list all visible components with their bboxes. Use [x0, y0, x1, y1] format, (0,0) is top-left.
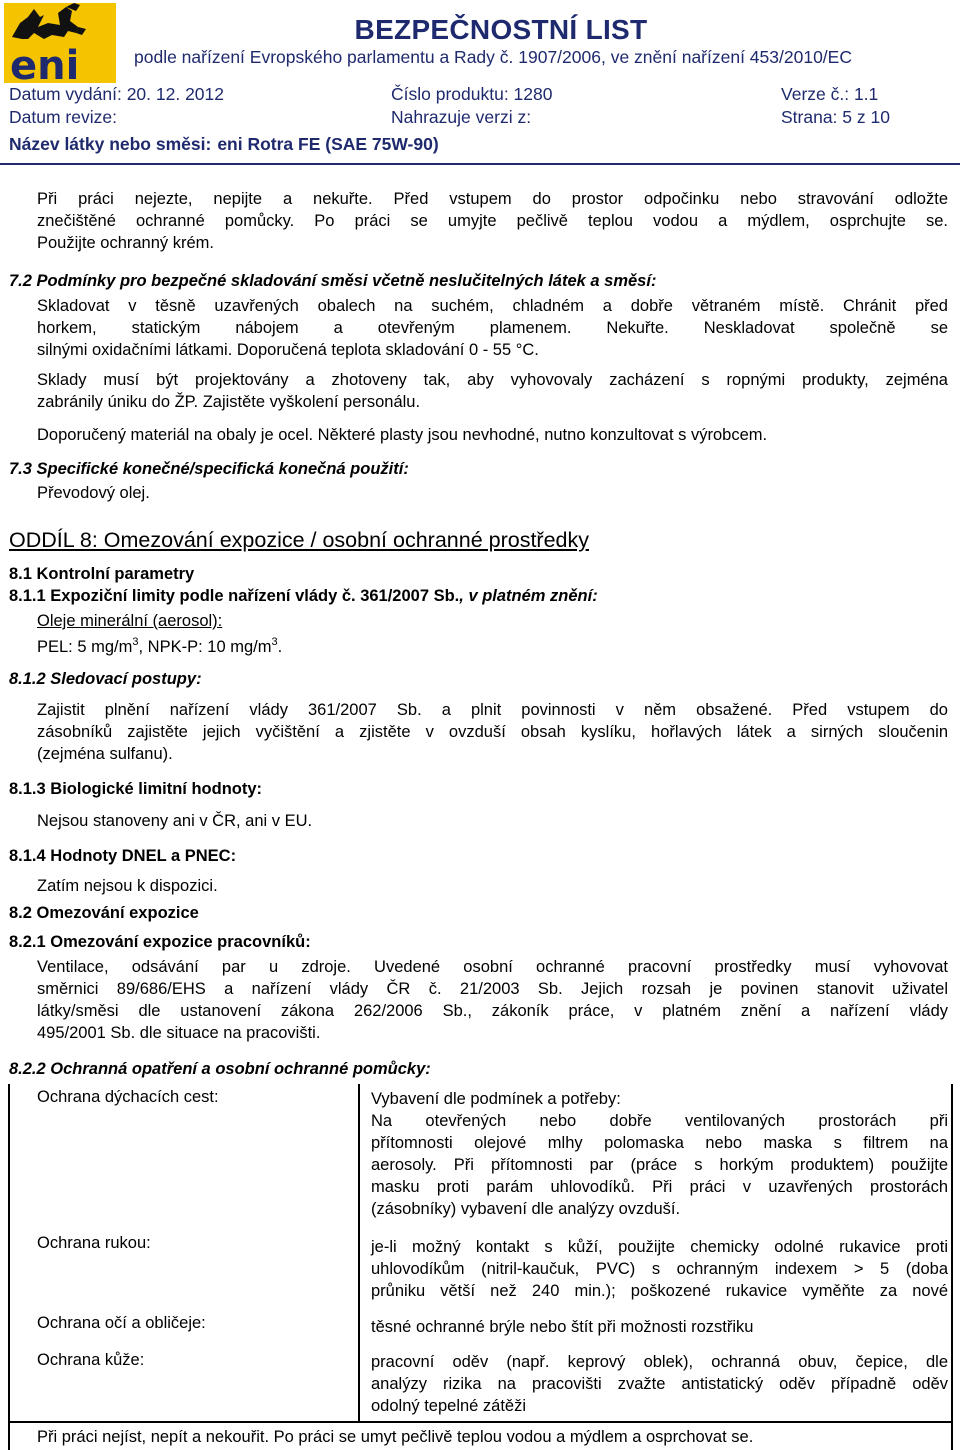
text-line: Na otevřených nebo dobře ventilovaných prostorách při — [371, 1112, 948, 1130]
text-line: masku proti parám uhlovodíků. Při práci v uzavřených prostorách — [371, 1178, 948, 1196]
text-line: látky/směsi dle ustanovení zákona 262/2006 Sb., zákoník práce, v platném znění a nařízení vlády — [37, 1002, 948, 1020]
text-line: Sklady musí být projektovány a zhotoveny tak, aby vyhovovaly zacházení s ropnými produkty, zejména — [37, 371, 948, 389]
paragraph-warehouses — [37, 369, 948, 413]
section-8-1-2-title: 8.1.2 Sledovací postupy: — [9, 670, 202, 688]
paragraph-packaging: Doporučený materiál na obaly je ocel. Některé plasty jsou nevhodné, nutno konzultovat s výrobcem. — [37, 426, 768, 444]
text-line: silnými oxidačními látkami. Doporučená teplota skladování 0 - 55 °C. — [37, 341, 539, 359]
text-line: směrnici 89/686/EHS a nařízení vlády ČR č. 21/2003 Sb. Jejich rozsah je povinen stanovit uživatel — [37, 980, 948, 998]
npk-end: . — [277, 638, 283, 656]
table-border-right — [951, 1084, 953, 1450]
text-line: Použijte ochranný krém. — [37, 234, 214, 252]
text-line: zabránily úniku do ŽP. Zajistěte vyškolení personálu. — [37, 393, 421, 411]
text-line: Skladovat v těsně uzavřených obalech na suchém, chladném a dobře větraném místě. Chránit před — [37, 297, 948, 315]
text-line: uhlovodíkům (nitril-kaučuk, PVC) s ochranným indexem > 5 (doba — [371, 1260, 948, 1278]
issue-date: Datum vydání: 20. 12. 2012 — [9, 84, 224, 104]
paragraph-worker-exposure — [37, 956, 948, 1044]
hand-protection-value — [371, 1236, 948, 1302]
table-row-divider — [8, 1421, 953, 1423]
eye-protection-value — [371, 1316, 948, 1338]
product-number: Číslo produktu: 1280 — [391, 84, 553, 104]
header-meta-row — [9, 107, 939, 131]
revision-date: Datum revize: — [9, 107, 117, 127]
substance-aerosol: Oleje minerální (aerosol): — [37, 612, 223, 630]
table-border-left — [8, 1084, 10, 1450]
text-line: 495/2001 Sb. dle situace na pracovišti. — [37, 1024, 321, 1042]
text-line: těsné ochranné brýle nebo štít při možnosti rozstřiku — [371, 1318, 754, 1336]
section-8-2-1-title: 8.2.1 Omezování expozice pracovníků: — [9, 933, 311, 951]
eni-logo — [4, 3, 116, 83]
npk-exponent: 3 — [271, 636, 278, 648]
section-8-1-1-suffix: , v platném znění: — [459, 587, 598, 605]
paragraph-monitoring — [37, 699, 948, 765]
page-number: Strana: 5 z 10 — [781, 107, 890, 127]
exposure-limits — [37, 638, 282, 657]
document-subtitle: podle nařízení Evropského parlamentu a Rady č. 1907/2006, ve znění nařízení 453/2010/EC — [134, 47, 852, 67]
substance-value: eni Rotra FE (SAE 75W-90) — [217, 134, 439, 154]
chapter-8-title: ODDÍL 8: Omezování expozice / osobní ochranné prostředky — [9, 528, 589, 552]
text-line: (zásobníky) vybavení dle analýzy ovzduší. — [371, 1200, 681, 1218]
pel-value: PEL: 5 mg/m — [37, 638, 133, 656]
text-line: znečištěné ochranné pomůcky. Po práci se umyjte pečlivě teplou vodou a mýdlem, osprchujte se. — [37, 212, 948, 230]
section-7-3-title: 7.3 Specifické konečné/specifická konečná použití: — [9, 460, 409, 478]
section-8-1-1-heading: 8.1.1 Expoziční limity podle nařízení vlády č. 361/2007 Sb. — [9, 587, 460, 605]
text-line: je-li možný kontakt s kůží, použijte chemicky odolné rukavice proti — [371, 1238, 948, 1256]
text-line: (zejména sulfanu). — [37, 745, 173, 763]
eni-dog-logo-icon — [4, 3, 116, 83]
skin-protection-value — [371, 1351, 948, 1417]
text-line: pracovní oděv (např. keprový oblek), ochranná obuv, čepice, dle — [371, 1353, 948, 1371]
eye-protection-label: Ochrana očí a obličeje: — [37, 1314, 206, 1332]
substance-name — [9, 134, 439, 155]
respiratory-protection-value — [371, 1088, 948, 1220]
document-header — [0, 0, 960, 162]
section-8-1-title: 8.1 Kontrolní parametry — [9, 565, 195, 583]
text-line: Vybavení dle podmínek a potřeby: — [371, 1090, 621, 1108]
text-line: průniku větší než 240 min.); poškozené rukavice vyměňte za nové — [371, 1282, 948, 1300]
header-meta-row — [9, 84, 939, 108]
text-line: Při práci nejíst, nepít a nekouřit. Po práci se umyt pečlivě teplou vodou a mýdlem a osprchovat se. — [37, 1428, 754, 1446]
text-line: zásobníků zajistěte jejich vyčištění a zjistěte v ovzduší obsah kyslíku, hořlavých látek a sirných sloučenin — [37, 723, 948, 741]
paragraph-intro — [37, 188, 948, 254]
text-line: Při práci nejezte, nepijte a nekuřte. Před vstupem do prostor odpočinku nebo stravování odložte — [37, 190, 948, 208]
section-8-1-4-title: 8.1.4 Hodnoty DNEL a PNEC: — [9, 847, 237, 865]
document-title: BEZPEČNOSTNÍ LIST — [354, 14, 648, 45]
paragraph-storage — [37, 295, 948, 361]
hand-protection-label: Ochrana rukou: — [37, 1234, 151, 1252]
skin-protection-label: Ochrana kůže: — [37, 1351, 145, 1369]
section-8-1-3-title: 8.1.3 Biologické limitní hodnoty: — [9, 780, 263, 798]
respiratory-protection-label: Ochrana dýchacích cest: — [37, 1088, 219, 1106]
text-line: aerosoly. Při přítomnosti par (práce s horkým produktem) použijte — [371, 1156, 948, 1174]
text-line: Ventilace, odsávání par u zdroje. Uvedené osobní ochranné pracovní prostředky musí vyhovovat — [37, 958, 948, 976]
replaces-version: Nahrazuje verzi z: — [391, 107, 532, 127]
text-line: Zajistit plnění nařízení vlády 361/2007 Sb. a plnit povinnosti v něm obsažené. Před vstupem do — [37, 701, 948, 719]
section-7-2-title: 7.2 Podmínky pro bezpečné skladování směsi včetně neslučitelných látek a směsí: — [9, 272, 657, 290]
section-8-2-2-title: 8.2.2 Ochranná opatření a osobní ochranné pomůcky: — [9, 1060, 431, 1078]
text-line: odolný tepelné zátěži — [371, 1397, 527, 1415]
logo-text: eni — [10, 43, 80, 83]
version: Verze č.: 1.1 — [781, 84, 879, 104]
text-line: přítomnosti olejové mlhy polomaska nebo maska s filtrem na — [371, 1134, 948, 1152]
header-divider — [0, 163, 960, 165]
table-column-divider — [358, 1084, 360, 1422]
section-8-1-4-text: Zatím nejsou k dispozici. — [37, 877, 218, 895]
section-7-3-text: Převodový olej. — [37, 484, 150, 502]
section-8-1-3-text: Nejsou stanoveny ani v ČR, ani v EU. — [37, 812, 313, 830]
section-8-1-1-title — [9, 587, 598, 606]
npk-value: , NPK-P: 10 mg/m — [138, 638, 272, 656]
pel-exponent: 3 — [132, 636, 139, 648]
text-line: analýzy rizika na pracovišti zvažte antistatický oděv případně oděv — [371, 1375, 948, 1393]
paragraph-footer-hygiene — [37, 1426, 948, 1448]
text-line: horkem, statickým nábojem a otevřeným plamenem. Nekuřte. Neskladovat společně se — [37, 319, 948, 337]
substance-label: Název látky nebo směsi: — [9, 134, 212, 154]
section-8-2-title: 8.2 Omezování expozice — [9, 904, 199, 922]
